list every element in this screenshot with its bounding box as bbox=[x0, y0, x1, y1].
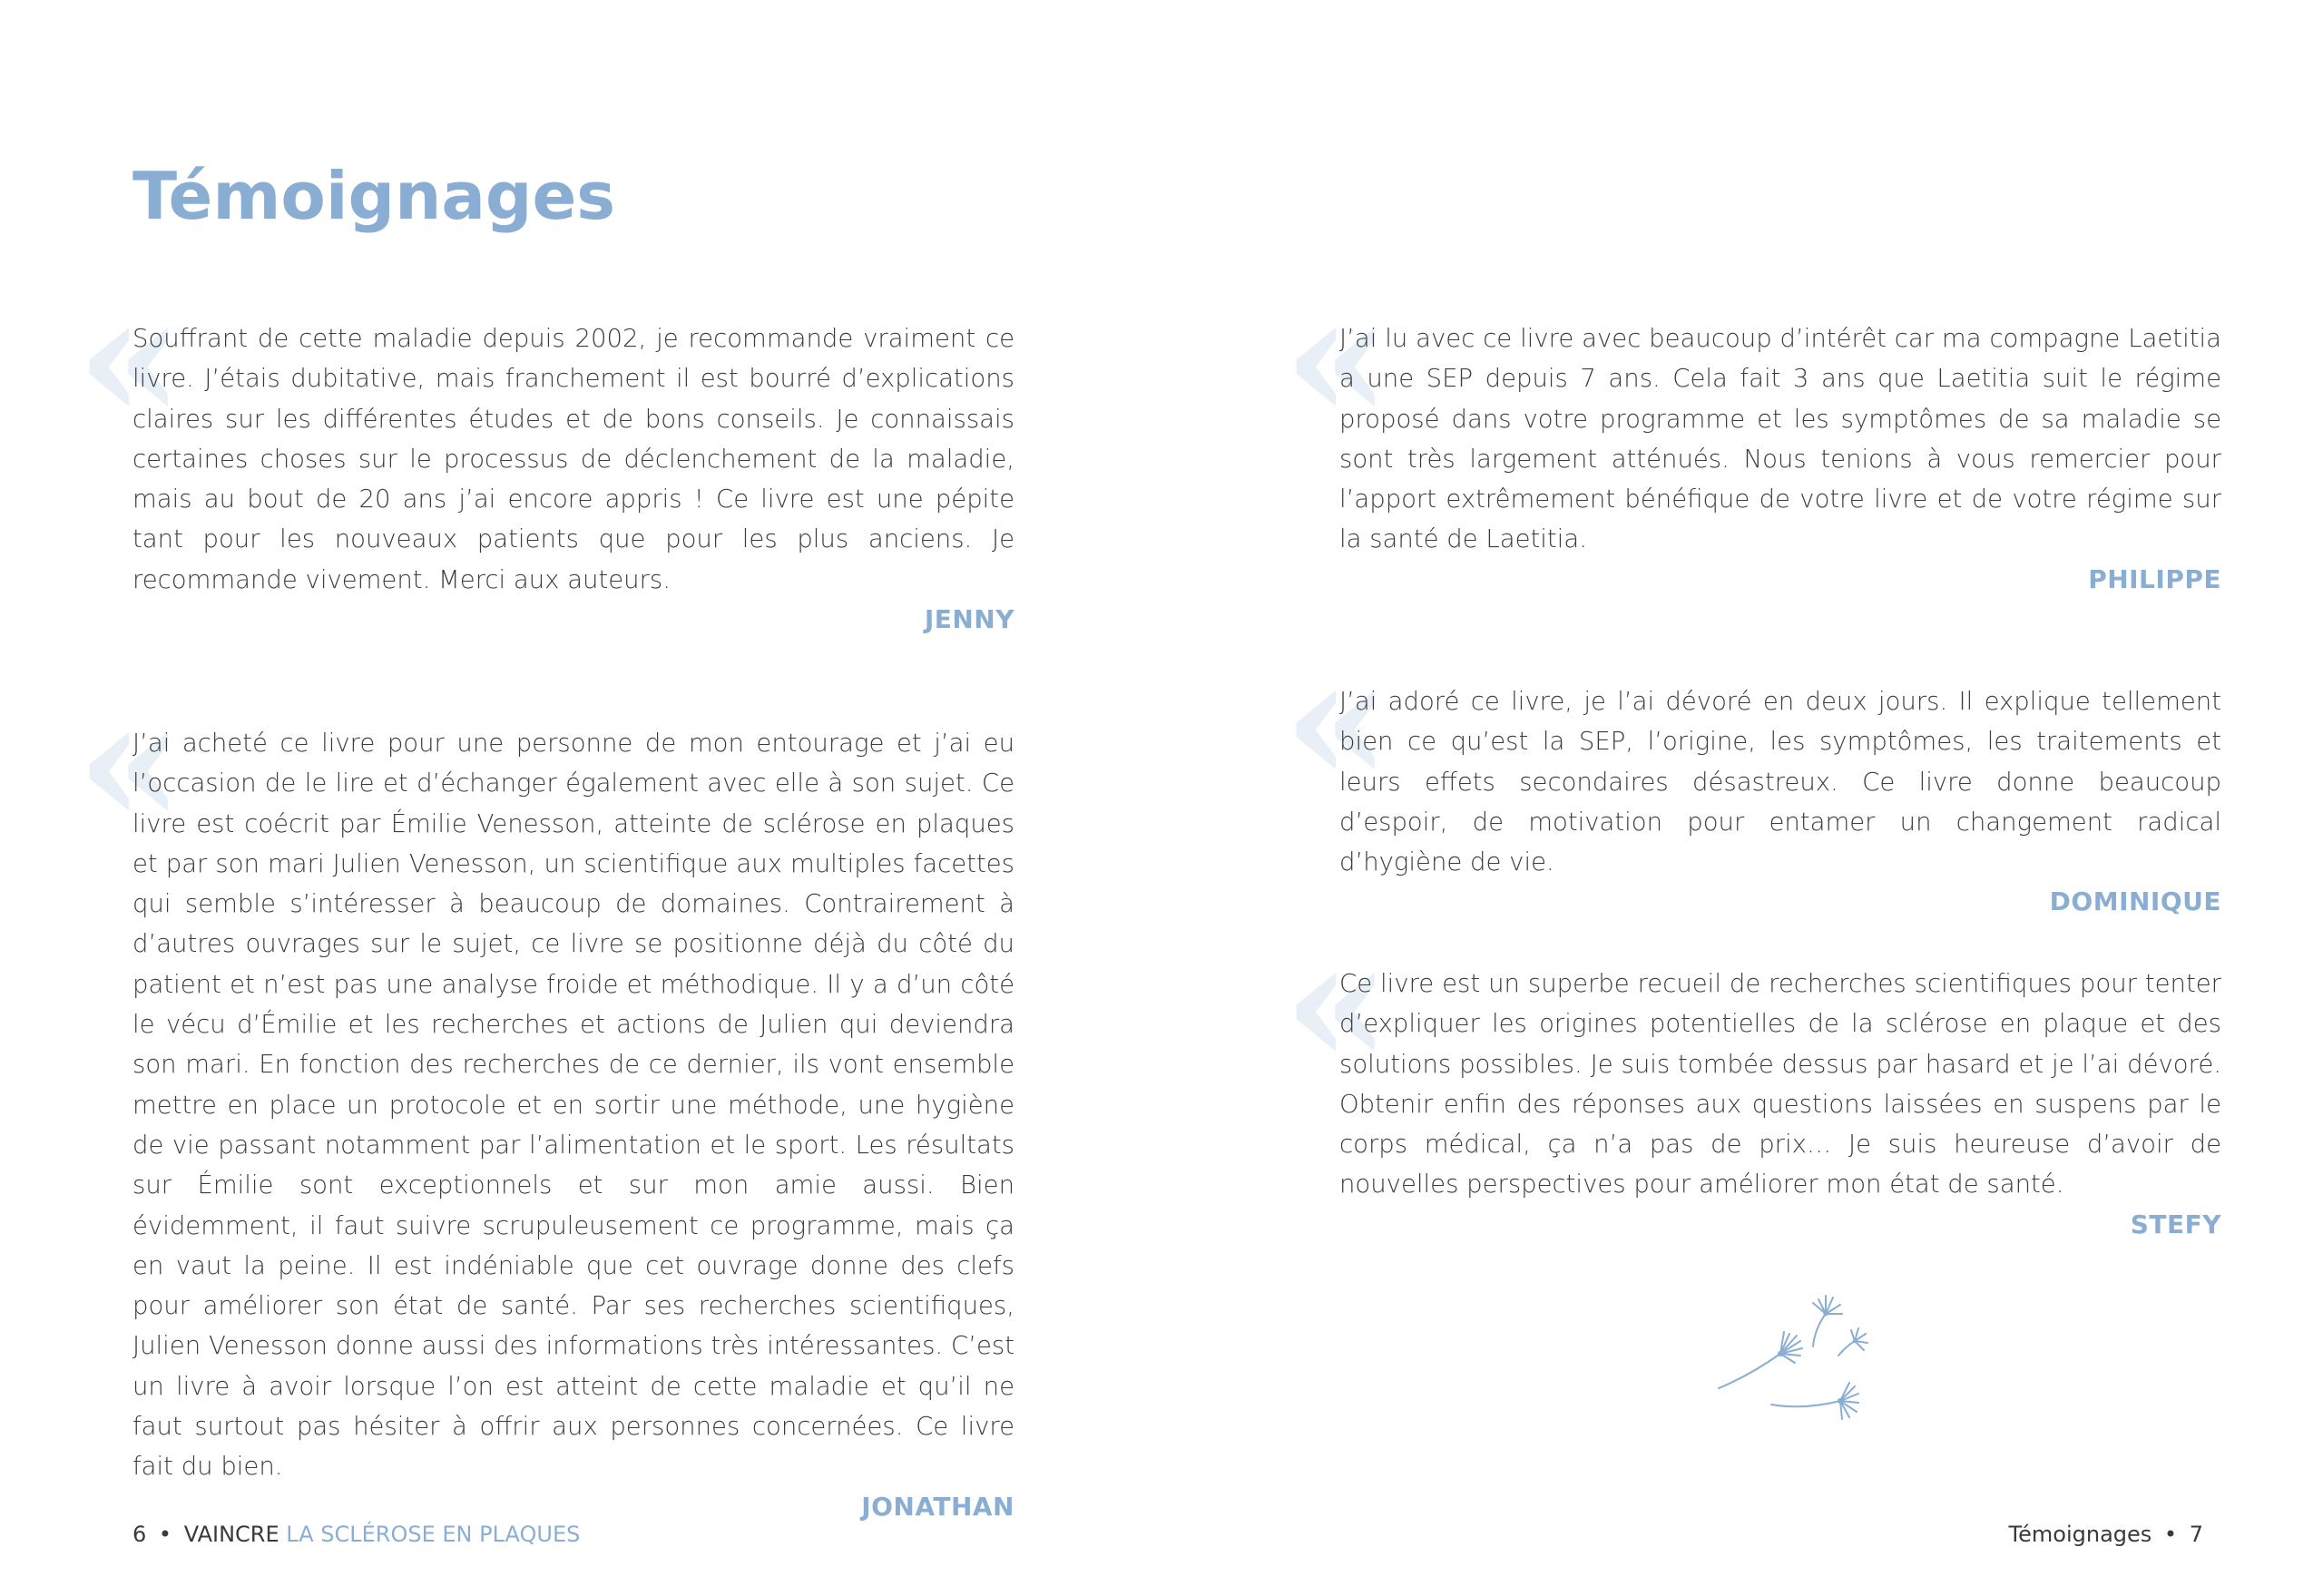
testimonial-author: STEFY bbox=[2130, 1209, 2221, 1239]
testimonial-author: DOMINIQUE bbox=[2049, 886, 2221, 917]
page-number: 7 bbox=[2189, 1522, 2203, 1547]
quote-mark-icon: « bbox=[1283, 256, 1391, 458]
quote-mark-icon: « bbox=[76, 661, 184, 863]
testimonial-text: J’ai adoré ce livre, je l’ai dévoré en deux jours. Il explique tellement bien ce qu’est la SEP, l’origine, les symptômes, les traitements et leurs effets secondaires désastreux. Ce livre donne beaucoup d’espoir, de motivation pour entamer un changement radical d’hygiène de vie. bbox=[1339, 687, 2221, 877]
testimonial-jenny bbox=[76, 256, 1014, 640]
testimonial-philippe bbox=[1283, 256, 2221, 600]
page-title: Témoignages bbox=[132, 158, 616, 234]
section-title: Témoignages bbox=[2008, 1522, 2152, 1547]
footer-bullet: • bbox=[158, 1522, 172, 1547]
page-number: 6 bbox=[132, 1522, 147, 1547]
quote-mark-icon: « bbox=[76, 256, 184, 458]
book-title-part1: VAINCRE bbox=[183, 1522, 279, 1547]
testimonial-author: JENNY bbox=[924, 604, 1014, 635]
testimonial-author: JONATHAN bbox=[861, 1491, 1014, 1522]
quote-mark-icon: « bbox=[1283, 619, 1391, 821]
dandelion-seeds-icon bbox=[1713, 1281, 1877, 1426]
testimonial-text: Souffrant de cette maladie depuis 2002, je recommande vraiment ce livre. J’étais dubitative, mais franchement il est bourré d’explications claires sur les différentes études et de bons conseils. Je connaissais certaines choses sur le processus de déclenchement de la maladie, mais au bout de 20 ans j’ai encore appris ! Ce livre est une pépite tant pour les nouveaux patients que pour les plus anciens. Je recommande vivement. Merci aux auteurs. bbox=[132, 324, 1014, 594]
testimonial-jonathan bbox=[76, 661, 1014, 1527]
testimonial-text: Ce livre est un superbe recueil de recherches scientifiques pour tenter d’expliquer les origines potentielles de la sclérose en plaque et des solutions possibles. Je suis tombée dessus par hasard et je l’ai dévoré. Obtenir enfin des réponses aux questions laissées en suspens par le corps médical, ça n’a pas de prix… Je suis heureuse d’avoir de nouvelles perspectives pour améliorer mon état de santé. bbox=[1339, 969, 2221, 1199]
right-page bbox=[1162, 0, 2323, 1596]
testimonial-dominique bbox=[1283, 619, 2221, 922]
footer-right bbox=[2009, 1521, 2203, 1548]
testimonial-text: J’ai acheté ce livre pour une personne de mon entourage et j’ai eu l’occasion de le lire et d’échanger également avec elle à son sujet. Ce livre est coécrit par Émilie Venesson, atteinte de sclérose en plaques et par son mari Julien Venesson, un scientifique aux multiples facettes qui semble s’intéresser à beaucoup de domaines. Contrairement à d’autres ouvrages sur le sujet, ce livre se positionne déjà du côté du patient et n’est pas une analyse froide et méthodique. Il y a d’un côté le vécu d’Émilie et les recherches et actions de Julien qui deviendra son mari. En fonction des recherches de ce dernier, ils vont ensemble mettre en place un protocole et en sortir une méthode, une hygiène de vie passant notamment par l’alimentation et le sport. Les résultats sur Émilie sont exceptionnels et sur mon amie aussi. Bien évidemment, il faut suivre scrupuleusement ce programme, mais ça en vaut la peine. Il est indéniable que cet ouvrage donne des clefs pour améliorer son état de santé. Par ses recherches scientifiques, Julien Venesson donne aussi des informations très intéressantes. C’est un livre à avoir lorsque l’on est atteint de cette maladie et qu’il ne faut surtout pas hésiter à offrir aux personnes concernées. Ce livre fait du bien. bbox=[132, 729, 1014, 1482]
book-title-part2: LA SCLÉROSE EN PLAQUES bbox=[286, 1522, 581, 1547]
footer-bullet: • bbox=[2163, 1522, 2178, 1547]
quote-mark-icon: « bbox=[1283, 901, 1391, 1103]
testimonial-text: J’ai lu avec ce livre avec beaucoup d’intérêt car ma compagne Laetitia a une SEP depuis 7 ans. Cela fait 3 ans que Laetitia suit le régime proposé dans votre programme et les symptômes de sa maladie se sont très largement atténués. Nous tenions à vous remercier pour l’apport extrêmement bénéfique de votre livre et de votre régime sur la santé de Laetitia. bbox=[1339, 324, 2221, 554]
testimonial-author: PHILIPPE bbox=[2088, 563, 2221, 594]
